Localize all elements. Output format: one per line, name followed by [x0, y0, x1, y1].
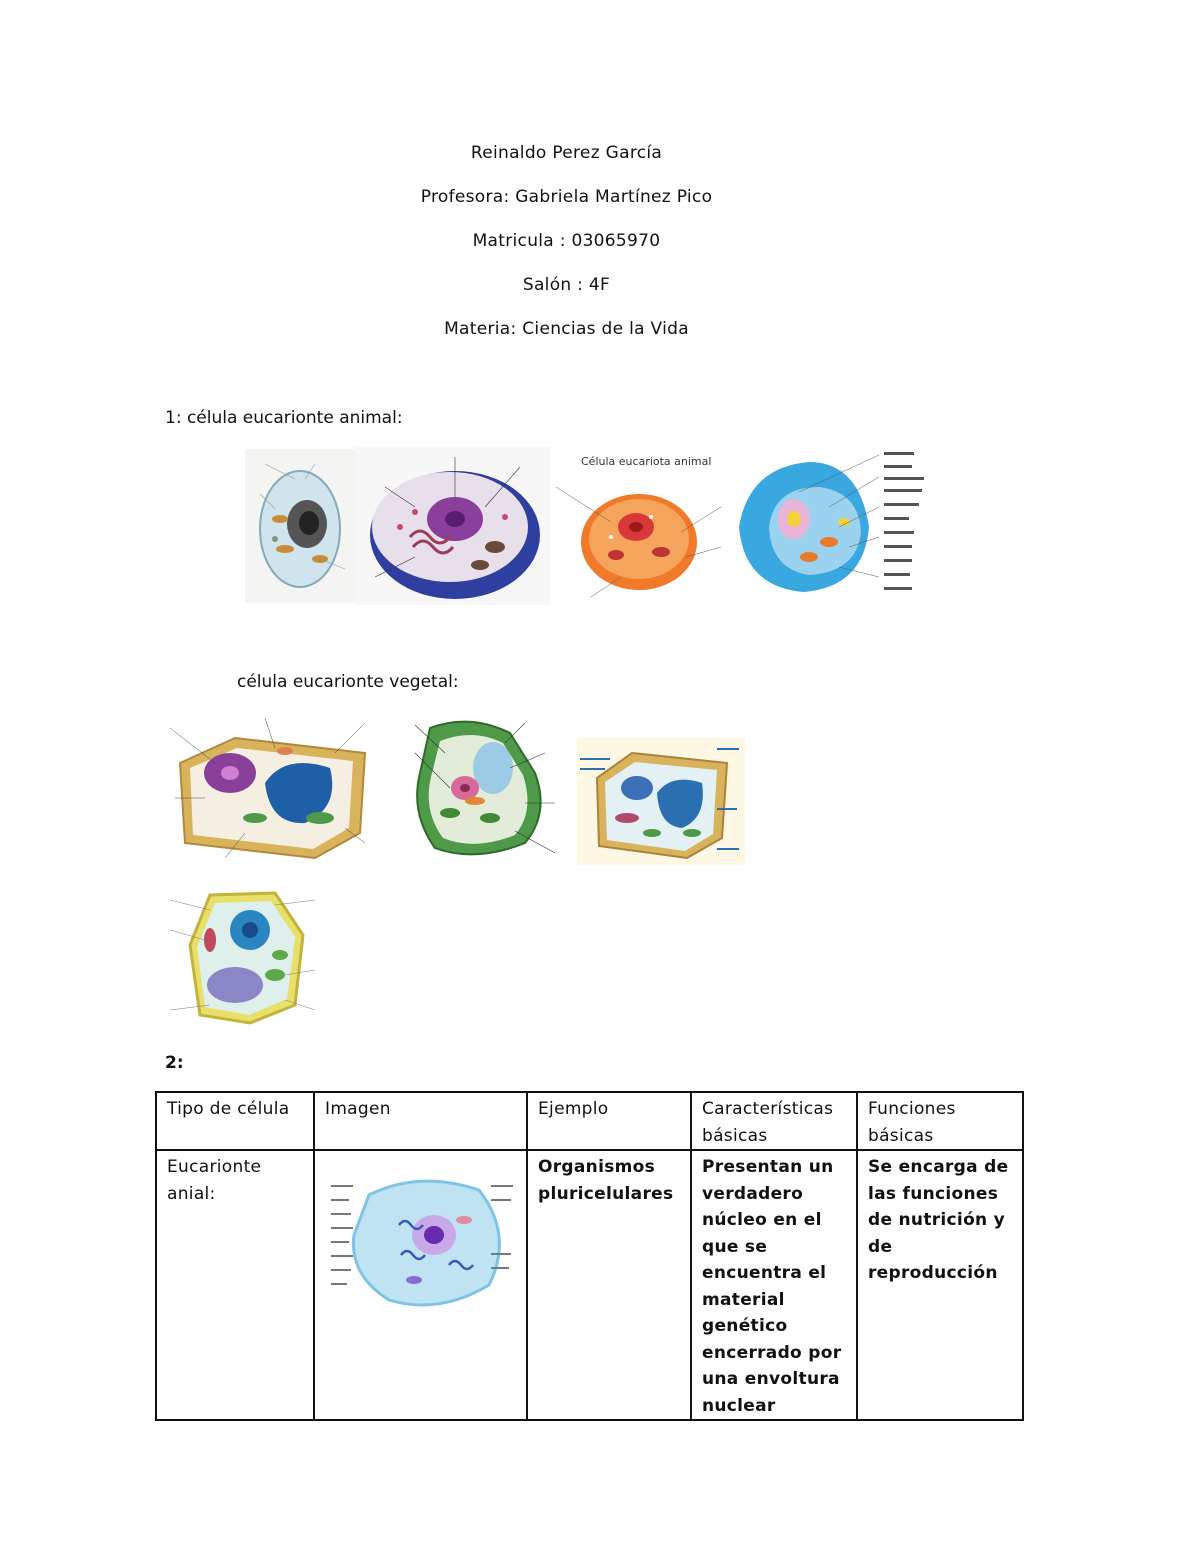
subject: Materia: Ciencias de la Vida: [444, 319, 689, 339]
cell-type: Eucarionte anial:: [156, 1150, 314, 1420]
animal-cell-image-3: [551, 447, 727, 605]
animal-cell-image-2: [355, 447, 550, 605]
header-cell-type: Tipo de célula: [156, 1092, 314, 1150]
header-cell-functions: Funciones básicas: [857, 1092, 1023, 1150]
teacher-name: Profesora: Gabriela Martínez Pico: [420, 187, 713, 207]
table-row: [156, 1150, 1023, 1420]
header-cell-image: Imagen: [314, 1092, 527, 1150]
animal-cell-image-4: [729, 447, 941, 605]
header-cell-example: Ejemplo: [527, 1092, 691, 1150]
cell-characteristics: Presentan un verdadero núcleo en el que se encuentra el material genético encerrado por una envoltura nuclear: [691, 1150, 857, 1420]
plant-cell-image-4: [165, 885, 320, 1028]
plant-cell-heading: célula eucarionte vegetal:: [237, 672, 459, 692]
table-header-row: [156, 1092, 1023, 1150]
classroom: Salón : 4F: [522, 275, 611, 295]
student-name: Reinaldo Perez García: [470, 143, 663, 163]
cell-functions: Se encarga de las funciones de nutrición y de reproducción: [857, 1150, 1023, 1420]
plant-cell-image-2: [375, 713, 575, 863]
header-cell-characteristics: Características básicas: [691, 1092, 857, 1150]
animal-cell-table-image: [329, 1165, 515, 1317]
cell-example: Organismos pluricelulares: [527, 1150, 691, 1420]
animal-cell-image-1: [245, 449, 355, 603]
section-2-heading: 2:: [165, 1053, 184, 1073]
cell-image: [314, 1150, 527, 1420]
animal-cell-heading: 1: célula eucarionte animal:: [165, 408, 403, 428]
plant-cell-image-1: [165, 713, 375, 863]
enrollment-number: Matricula : 03065970: [472, 231, 661, 251]
cell-comparison-table: [155, 1091, 1024, 1421]
animal-cell-image-3-title: Célula eucariota animal: [581, 455, 712, 468]
plant-cell-image-3: [577, 738, 745, 865]
